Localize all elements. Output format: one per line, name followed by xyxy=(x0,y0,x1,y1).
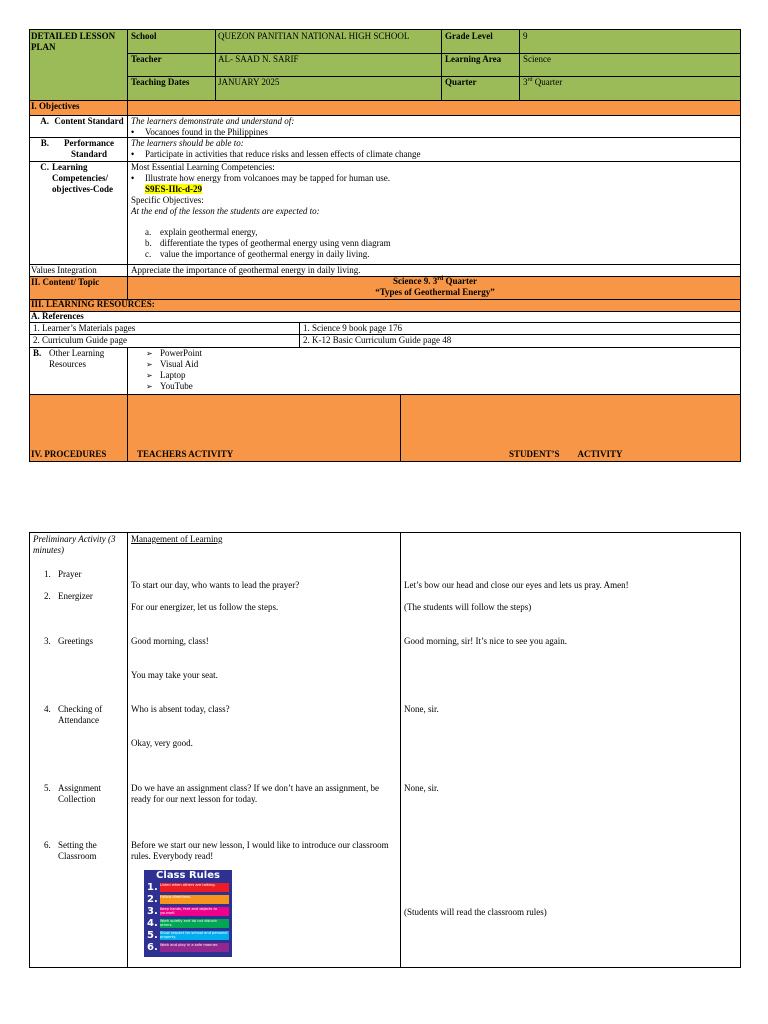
lesson-plan-table xyxy=(29,29,741,462)
class-rule: 3. Keep hands, feet and objects to yourself. xyxy=(146,906,230,917)
objectives-heading: I. Objectives xyxy=(31,101,80,111)
resource-item: ➢ Laptop xyxy=(146,370,202,381)
prelim-title: Preliminary Activity (3 minutes) xyxy=(33,534,116,555)
school-value: QUEZON PANITIAN NATIONAL HIGH SCHOOL xyxy=(218,31,410,41)
step-attendance: 4. Checking of Attendance xyxy=(44,704,103,725)
teacher-line: Who is absent today, class? xyxy=(131,704,230,714)
class-rule: 5. Show respect for school and personal property. xyxy=(147,930,228,941)
class-rule: 4. Work quietly and do not disturb others. xyxy=(146,918,230,929)
spec-item: a. explain geothermal energy, xyxy=(145,226,258,237)
teacher-line: To start our day, who wants to lead the prayer? xyxy=(131,580,300,590)
other-resources-label: B. Other Learning Resources xyxy=(33,348,105,369)
class-rules-poster xyxy=(144,870,232,957)
class-rule: 6. Work and play in a safe manner. xyxy=(146,942,230,953)
spec-item: c. value the importance of geothermal energy in daily living. xyxy=(145,248,370,259)
values-label: Values Integration xyxy=(31,265,97,275)
resource-item: ➢ PowerPoint xyxy=(146,348,202,359)
teacher-label: Teacher xyxy=(131,54,162,64)
teachers-activity-header: TEACHERS ACTIVITY xyxy=(137,449,234,459)
student-line: (The students will follow the steps) xyxy=(404,602,532,612)
step-energizer: 2. Energizer xyxy=(44,591,93,601)
grade-label: Grade Level xyxy=(445,31,493,41)
student-line: None, sir. xyxy=(404,783,439,793)
teacher-line: Okay, very good. xyxy=(131,738,193,748)
dates-value: JANUARY 2025 xyxy=(218,77,280,87)
lm-pages-label: 1. Learner’s Materials pages xyxy=(33,323,136,333)
topic-text: Science 9. 3rd Quarter “Types of Geothermal Energy” xyxy=(375,276,495,297)
objectives-row xyxy=(30,100,740,115)
student-line: (Students will read the classroom rules) xyxy=(404,907,547,917)
quarter-value: 3rd Quarter xyxy=(523,77,563,87)
values-text: Appreciate the importance of geothermal energy in daily living. xyxy=(131,265,361,275)
resources-heading: III. LEARNING RESOURCES: xyxy=(31,299,155,309)
grade-value: 9 xyxy=(523,31,528,41)
teacher-value: AL- SAAD N. SARIF xyxy=(218,54,299,64)
step-prayer: 1. Prayer xyxy=(44,569,82,579)
plan-title: DETAILED LESSON PLAN xyxy=(31,31,116,52)
references-label: A. References xyxy=(31,311,84,321)
class-rule: 1. Listen when others are talking. xyxy=(146,882,230,893)
teacher-line: Do we have an assignment class? If we don’t have an assignment, be ready for our next lesson for today. xyxy=(131,783,380,804)
resource-item: ➢ Visual Aid xyxy=(146,359,202,370)
student-line: Good morning, sir! It’s nice to see you again. xyxy=(404,636,567,646)
resource-item: ➢ YouTube xyxy=(146,381,202,392)
teacher-line: Good morning, class! xyxy=(131,636,209,646)
procedures-label: IV. PROCEDURES xyxy=(31,449,107,459)
melc-code: S9ES-IIlc-d-29 xyxy=(145,183,203,194)
content-standard-label: A. Content Standard xyxy=(40,116,124,126)
competencies-text: Most Essential Learning Competencies: • Illustrate how energy from volcanoes may be tapped for human use. S9ES-IIlc-d-29 Specific Objectives: At the end of the lesson the students are expected to: a. explain geothermal energy, b. differentiate the types of geothermal energy using venn diagram c. value the importance of geothermal energy in daily living. xyxy=(131,162,731,260)
quarter-label: Quarter xyxy=(445,77,477,87)
performance-standard-text: The learners should be able to: • Participate in activities that reduce risks and lessen effects of climate change xyxy=(131,138,731,160)
teacher-line: For our energizer, let us follow the steps. xyxy=(131,602,279,612)
performance-standard-label: B. Performance Standard xyxy=(40,138,114,159)
cg-pages-value: 2. K-12 Basic Curriculum Guide page 48 xyxy=(303,335,452,345)
procedures-table xyxy=(29,532,741,968)
area-label: Learning Area xyxy=(445,54,502,64)
teacher-line: You may take your seat. xyxy=(131,670,218,680)
area-value: Science xyxy=(523,54,551,64)
competencies-label: C. Learning Competencies/ objectives-Code xyxy=(40,162,113,194)
class-rules-title: Class Rules xyxy=(156,870,220,881)
step-setting: 6. Setting the Classroom xyxy=(44,840,97,861)
class-rule: 2. Follow directions. xyxy=(146,894,230,905)
student-line: Let’s bow our head and close our eyes and lets us pray. Amen! xyxy=(404,580,629,590)
step-greetings: 3. Greetings xyxy=(44,636,93,646)
spec-item: b. differentiate the types of geothermal energy using venn diagram xyxy=(145,237,391,248)
school-label: School xyxy=(131,31,157,41)
lm-pages-value: 1. Science 9 book page 176 xyxy=(303,323,402,333)
dates-label: Teaching Dates xyxy=(131,77,190,87)
management-title: Management of Learning xyxy=(131,534,223,544)
content-standard-text: The learners demonstrate and understand of: • Vocanoes found in the Philippines xyxy=(131,116,731,138)
topic-label: II. Content/ Topic xyxy=(31,277,100,287)
step-assignment: 5. Assignment Collection xyxy=(44,783,102,804)
cg-pages-label: 2. Curriculum Guide page xyxy=(33,335,127,345)
teacher-line: Before we start our new lesson, I would like to introduce our classroom rules. Everybody read! xyxy=(131,840,389,861)
students-activity-header: STUDENT’S ACTIVITY xyxy=(509,449,623,459)
spec-list xyxy=(131,227,731,260)
student-line: None, sir. xyxy=(404,704,439,714)
other-resources-list xyxy=(146,348,202,392)
